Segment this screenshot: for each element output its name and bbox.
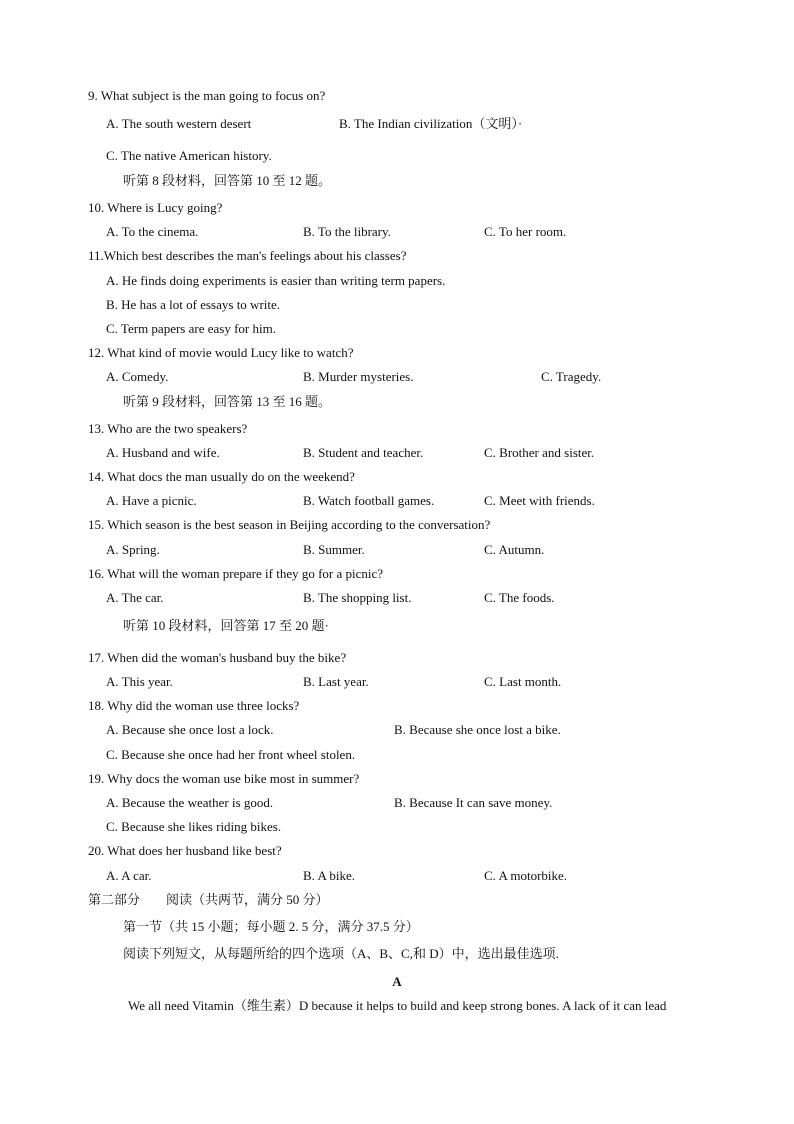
question-10-option-c: C. To her room. (484, 224, 567, 239)
passage-a-first-line: We all need Vitamin（维生素）D because it helps to build and keep strong bones. A lack of it can lead (128, 998, 667, 1013)
section-8-instruction: 听第 8 段材料，回答第 10 至 12 题。 (123, 173, 332, 188)
question-14-stem: 14. What docs the man usually do on the weekend? (88, 469, 355, 484)
question-19-stem: 19. Why docs the woman use bike most in summer? (88, 771, 360, 786)
question-17-option-b: B. Last year. (303, 674, 369, 689)
passage-label: A (392, 974, 402, 989)
question-16-option-a: A. The car. (106, 590, 164, 605)
question-10-stem: 10. Where is Lucy going? (88, 200, 223, 215)
question-14-option-b: B. Watch football games. (303, 493, 435, 508)
question-18-stem: 18. Why did the woman use three locks? (88, 698, 300, 713)
question-13-option-c: C. Brother and sister. (484, 445, 595, 460)
question-20-stem: 20. What does her husband like best? (88, 843, 282, 858)
question-17-option-a: A. This year. (106, 674, 173, 689)
question-18-option-b: B. Because she once lost a bike. (394, 722, 561, 737)
question-15-option-c: C. Autumn. (484, 542, 545, 557)
question-20-option-a: A. A car. (106, 868, 152, 883)
question-10-option-a: A. To the cinema. (106, 224, 199, 239)
question-15-option-b: B. Summer. (303, 542, 365, 557)
question-19-option-c: C. Because she likes riding bikes. (106, 819, 282, 834)
question-19-option-b: B. Because It can save money. (394, 795, 553, 810)
question-13-option-a: A. Husband and wife. (106, 445, 220, 460)
part-2-instruction: 阅读下列短文，从每题所给的四个选项（A、B、C,和 D）中，选出最佳选项. (123, 946, 559, 961)
question-10-option-b: B. To the library. (303, 224, 391, 239)
question-12-stem: 12. What kind of movie would Lucy like to watch? (88, 345, 354, 360)
section-10-instruction: 听第 10 段材料，回答第 17 至 20 题· (123, 618, 329, 633)
question-14-option-c: C. Meet with friends. (484, 493, 595, 508)
question-11-stem: 11.Which best describes the man's feelings about his classes? (88, 248, 407, 263)
part-2-section-1-heading: 第一节（共 15 小题；每小题 2. 5 分，满分 37.5 分） (123, 919, 419, 934)
part-2-heading: 第二部分 阅读（共两节，满分 50 分） (88, 892, 329, 907)
question-20-option-b: B. A bike. (303, 868, 356, 883)
question-20-option-c: C. A motorbike. (484, 868, 568, 883)
question-11-option-a: A. He finds doing experiments is easier than writing term papers. (106, 273, 446, 288)
question-9-option-c: C. The native American history. (106, 148, 272, 163)
question-15-option-a: A. Spring. (106, 542, 160, 557)
question-16-stem: 16. What will the woman prepare if they go for a picnic? (88, 566, 384, 581)
question-9-stem: 9. What subject is the man going to focus on? (88, 88, 326, 103)
question-18-option-a: A. Because she once lost a lock. (106, 722, 274, 737)
question-14-option-a: A. Have a picnic. (106, 493, 197, 508)
question-11-option-c: C. Term papers are easy for him. (106, 321, 276, 336)
question-16-option-c: C. The foods. (484, 590, 555, 605)
question-12-option-a: A. Comedy. (106, 369, 169, 384)
question-15-stem: 15. Which season is the best season in Beijing according to the conversation? (88, 517, 491, 532)
question-13-option-b: B. Student and teacher. (303, 445, 424, 460)
question-9-option-a: A. The south western desert (106, 116, 252, 131)
question-9-option-b: B. The Indian civilization（文明）· (339, 116, 523, 131)
question-17-stem: 17. When did the woman's husband buy the bike? (88, 650, 347, 665)
question-17-option-c: C. Last month. (484, 674, 562, 689)
question-13-stem: 13. Who are the two speakers? (88, 421, 248, 436)
section-9-instruction: 听第 9 段材料，回答第 13 至 16 题。 (123, 394, 332, 409)
question-12-option-c: C. Tragedy. (541, 369, 602, 384)
question-18-option-c: C. Because she once had her front wheel stolen. (106, 747, 356, 762)
question-12-option-b: B. Murder mysteries. (303, 369, 414, 384)
question-16-option-b: B. The shopping list. (303, 590, 412, 605)
question-19-option-a: A. Because the weather is good. (106, 795, 274, 810)
question-11-option-b: B. He has a lot of essays to write. (106, 297, 281, 312)
